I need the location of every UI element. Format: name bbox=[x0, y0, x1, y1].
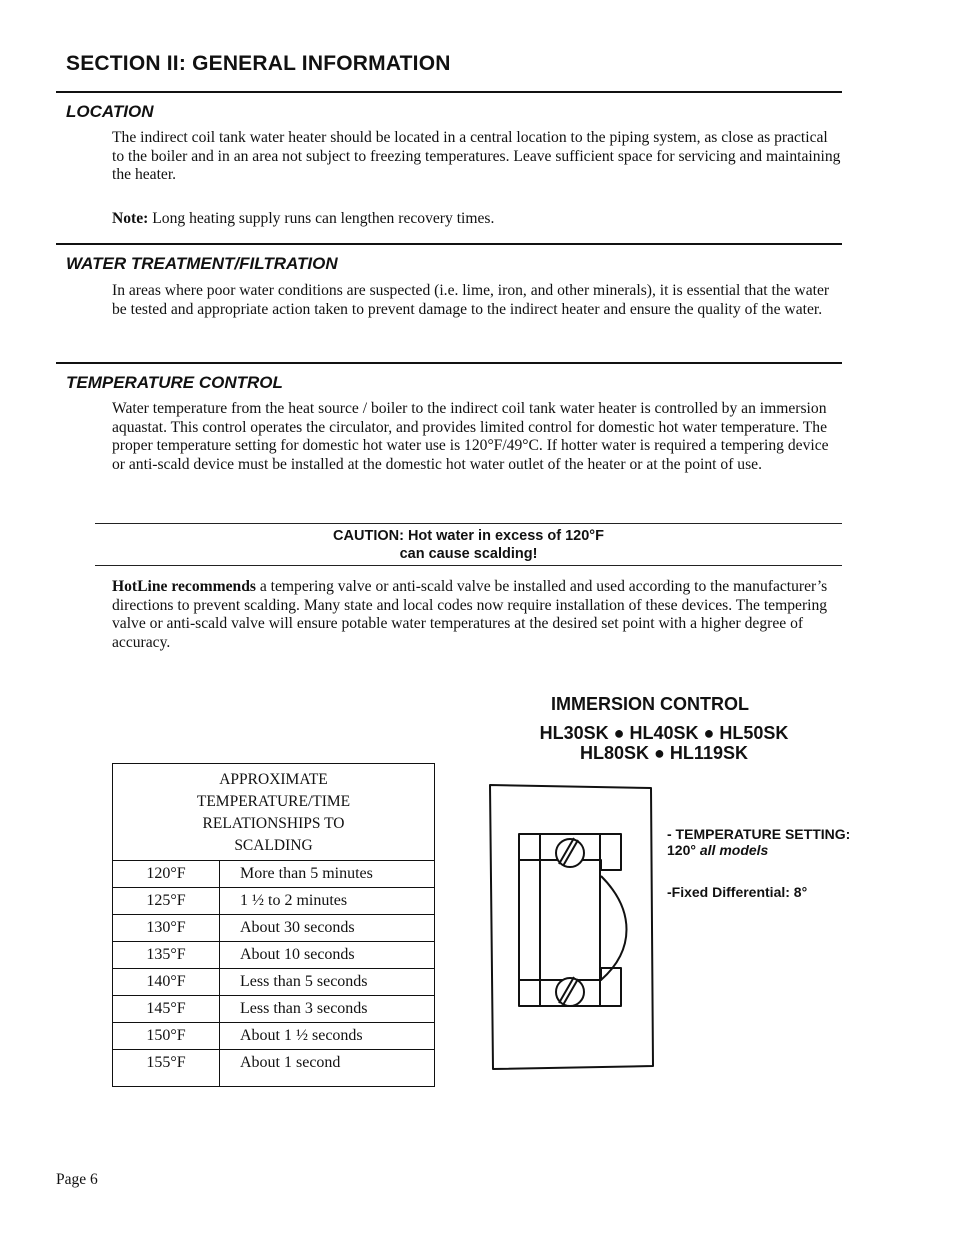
recommend-text: a tempering valve or anti-scald valve be installed and used according to the manufacturer’s directions to prevent scalding. Many state and local codes now require installation of these devices. The tempering valve or anti-scald valve will ensure potable water temperatures at the desired set point with a higher degree of accuracy. bbox=[112, 578, 828, 652]
temp-cell: 120°F bbox=[113, 861, 220, 888]
note-label: Note: bbox=[112, 210, 149, 227]
models-line-2: HL80SK ● HL119SK bbox=[580, 743, 748, 763]
scald-table-header bbox=[113, 764, 435, 861]
time-cell: More than 5 minutes bbox=[220, 861, 435, 888]
header-line: APPROXIMATE bbox=[219, 771, 328, 788]
water-treatment-heading: WATER TREATMENT/FILTRATION bbox=[66, 254, 338, 273]
caution-top-rule bbox=[95, 523, 842, 524]
scald-table bbox=[112, 763, 435, 1087]
screw-icon bbox=[556, 838, 584, 867]
location-heading: LOCATION bbox=[66, 102, 154, 121]
time-cell: 1 ½ to 2 minutes bbox=[220, 888, 435, 915]
table-row bbox=[113, 942, 435, 969]
models-line-1: HL30SK ● HL40SK ● HL50SK bbox=[539, 723, 789, 743]
temp-cell: 130°F bbox=[113, 915, 220, 942]
divider bbox=[56, 243, 842, 245]
table-row bbox=[113, 1050, 435, 1087]
immersion-control-diagram bbox=[485, 780, 660, 1072]
caution-box bbox=[95, 527, 842, 563]
time-cell: About 1 second bbox=[220, 1050, 435, 1087]
setting-line-1: - TEMPERATURE SETTING: bbox=[667, 826, 851, 842]
screw-icon bbox=[556, 977, 584, 1006]
header-line: TEMPERATURE/TIME bbox=[196, 793, 351, 810]
caution-line-2: can cause scalding! bbox=[399, 546, 538, 562]
note-text: Long heating supply runs can lengthen recovery times. bbox=[148, 210, 495, 227]
header-line: SCALDING bbox=[234, 837, 313, 854]
fixed-differential-label: -Fixed Differential: 8° bbox=[667, 884, 808, 900]
temp-cell: 140°F bbox=[113, 969, 220, 996]
water-treatment-body: In areas where poor water conditions are suspected (i.e. lime, iron, and other minerals), it is essential that the water be tested and appropriate action taken to prevent damage to the indirect heater and ensure the quality of the water. bbox=[112, 282, 830, 318]
adjustment-dial bbox=[601, 876, 627, 980]
location-note bbox=[112, 210, 842, 229]
divider bbox=[56, 91, 842, 93]
time-cell: Less than 3 seconds bbox=[220, 996, 435, 1023]
time-cell: About 1 ½ seconds bbox=[220, 1023, 435, 1050]
recommendation-body bbox=[112, 578, 842, 653]
temp-cell: 150°F bbox=[113, 1023, 220, 1050]
caution-bottom-rule bbox=[95, 565, 842, 566]
page-number: Page 6 bbox=[56, 1171, 98, 1188]
time-cell: About 10 seconds bbox=[220, 942, 435, 969]
table-row bbox=[113, 861, 435, 888]
control-housing-outline bbox=[490, 785, 653, 1069]
temp-cell: 125°F bbox=[113, 888, 220, 915]
immersion-control-title: IMMERSION CONTROL bbox=[551, 694, 749, 714]
setting-line-2 bbox=[667, 842, 850, 858]
page-title: SECTION II: GENERAL INFORMATION bbox=[66, 52, 451, 75]
header-line: RELATIONSHIPS TO bbox=[202, 815, 345, 832]
temp-cell: 155°F bbox=[113, 1050, 220, 1087]
temp-cell: 145°F bbox=[113, 996, 220, 1023]
time-cell: About 30 seconds bbox=[220, 915, 435, 942]
setting-suffix: all models bbox=[695, 842, 769, 858]
divider bbox=[56, 362, 842, 364]
recommend-label: HotLine recommends bbox=[112, 578, 256, 595]
caution-line-1: CAUTION: Hot water in excess of 120°F bbox=[333, 528, 604, 544]
immersion-control-models bbox=[500, 723, 828, 763]
temp-cell: 135°F bbox=[113, 942, 220, 969]
table-row bbox=[113, 888, 435, 915]
table-row bbox=[113, 915, 435, 942]
table-row bbox=[113, 1023, 435, 1050]
temperature-control-body: Water temperature from the heat source / boiler to the indirect coil tank water heater is controlled by an immersion aquastat. This control operates the circulator, and provides limited control for domestic hot water temperature. The proper temperature setting for domestic hot water use is 120°F/49°C. If hotter water is required a tempering device or anti-scald device must be installed at the domestic hot water outlet of the heater or at the point of use. bbox=[112, 400, 829, 474]
table-row bbox=[113, 996, 435, 1023]
table-row bbox=[113, 969, 435, 996]
temperature-setting-label bbox=[667, 826, 850, 858]
setting-value: 120° bbox=[667, 842, 696, 858]
time-cell: Less than 5 seconds bbox=[220, 969, 435, 996]
temperature-control-heading: TEMPERATURE CONTROL bbox=[66, 373, 283, 392]
location-body: The indirect coil tank water heater should be located in a central location to the piping system, as close as practical to the boiler and in an area not subject to freezing temperatures. Leave sufficient space for servicing and maintaining the heater. bbox=[112, 129, 841, 184]
